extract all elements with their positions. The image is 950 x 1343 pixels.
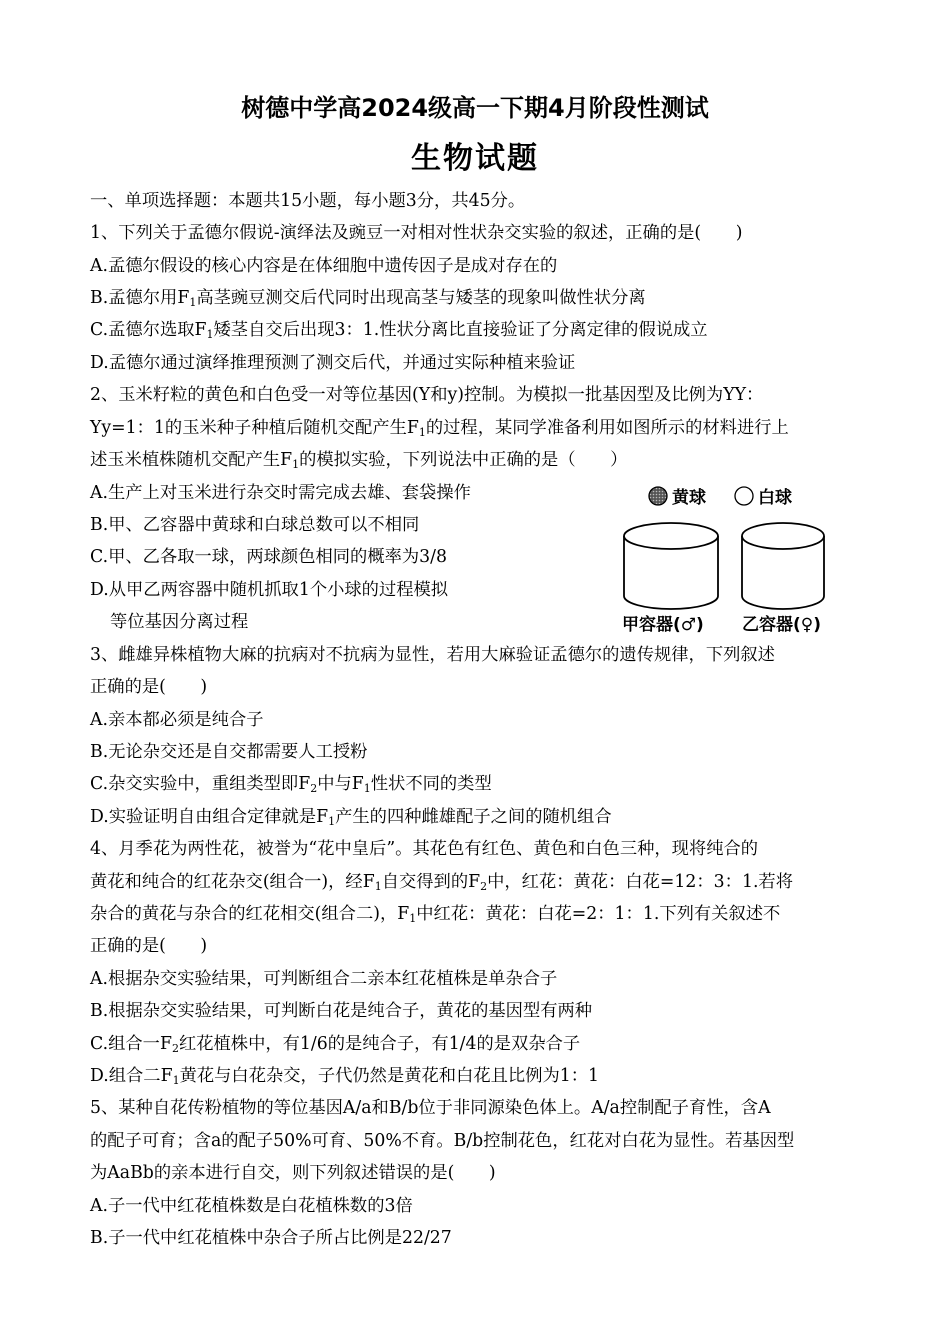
legend-white-label: 白球 xyxy=(758,488,792,508)
q4-option-c: C.组合一$F_2$红花植株中，有1/6的是纯合子，有1/4的是双杂合子 xyxy=(90,1034,581,1055)
q2-option-d-continued: 等位基因分离过程 xyxy=(110,612,249,632)
q1-option-b: B.孟德尔用$F_1$高茎豌豆测交后代同时出现高茎与矮茎的现象叫做性状分离 xyxy=(90,288,646,309)
q2-stem-line1: 2、玉米籽粒的黄色和白色受一对等位基因(Y和y)控制。为模拟一批基因型及比例为YY： xyxy=(90,385,764,405)
container-yi-label: 乙容器(♀) xyxy=(742,615,821,635)
container-yi-icon xyxy=(742,523,824,609)
q1-option-d: D.孟德尔通过演绎推理预测了测交后代，并通过实际种植来验证 xyxy=(90,353,576,373)
q5-stem-line1: 5、某种自花传粉植物的等位基因A/a和B/b位于非同源染色体上。A/a控制配子育性，含A xyxy=(90,1098,771,1118)
legend-yellow-label: 黄球 xyxy=(672,488,706,508)
q3-stem-line2: 正确的是( ) xyxy=(90,677,208,697)
q1-option-a: A.孟德尔假设的核心内容是在体细胞中遗传因子是成对存在的 xyxy=(90,256,558,276)
q4-stem-line3: 杂合的黄花与杂合的红花相交(组合二)，$F_1$中红花：黄花：白花=2：1：1.下列有关叙述不 xyxy=(90,904,781,925)
q4-option-d: D.组合二$F_1$黄花与白花杂交，子代仍然是黄花和白花且比例为1：1 xyxy=(90,1066,600,1087)
q2-stem-line3: 述玉米植株随机交配产生$F_1$的模拟实验，下列说法中正确的是（ ） xyxy=(90,450,628,471)
q2-stem-line2: Yy=1：1的玉米种子种植后随机交配产生$F_1$的过程，某同学准备利用如图所示的材料进行上 xyxy=(90,418,789,439)
q3-option-d: D.实验证明自由组合定律就是$F_1$产生的四种雌雄配子之间的随机组合 xyxy=(90,807,612,828)
q5-stem-line3: 为AaBb的亲本进行自交，则下列叙述错误的是( ) xyxy=(90,1163,496,1183)
q4-stem-line4: 正确的是( ) xyxy=(90,936,208,956)
q3-option-a: A.亲本都必须是纯合子 xyxy=(90,710,264,730)
q2-option-d: D.从甲乙两容器中随机抓取1个小球的过程模拟 xyxy=(90,580,449,600)
section-heading: 一、单项选择题：本题共15小题，每小题3分，共45分。 xyxy=(90,191,526,211)
q3-option-b: B.无论杂交还是自交都需要人工授粉 xyxy=(90,742,368,762)
white-ball-icon xyxy=(735,487,753,505)
q5-option-a: A.子一代中红花植株数是白花植株数的3倍 xyxy=(90,1196,413,1216)
q5-option-b: B.子一代中红花植株中杂合子所占比例是22/27 xyxy=(90,1228,452,1248)
q2-option-b: B.甲、乙容器中黄球和白球总数可以不相同 xyxy=(90,515,420,535)
q4-stem-line1: 4、月季花为两性花，被誉为“花中皇后”。其花色有红色、黄色和白色三种，现将纯合的 xyxy=(90,839,759,859)
ball-container-figure xyxy=(616,478,826,638)
q1-stem: 1、下列关于孟德尔假说-演绎法及豌豆一对相对性状杂交实验的叙述，正确的是( ) xyxy=(90,223,743,243)
yellow-ball-icon xyxy=(649,487,667,505)
container-jia-icon xyxy=(624,523,718,609)
subject-title: 生物试题 xyxy=(411,141,539,176)
q4-option-b: B.根据杂交实验结果，可判断白花是纯合子，黄花的基因型有两种 xyxy=(90,1001,593,1021)
q2-option-a: A.生产上对玉米进行杂交时需完成去雄、套袋操作 xyxy=(90,483,471,503)
q4-stem-line2: 黄花和纯合的红花杂交(组合一)，经$F_1$自交得到的$F_2$中，红花：黄花：白花=12：3：1.若将 xyxy=(90,872,793,893)
school-title: 树德中学高2024级高一下期4月阶段性测试 xyxy=(241,94,709,122)
q3-option-c: C.杂交实验中，重组类型即$F_2$中与$F_1$性状不同的类型 xyxy=(90,774,492,795)
q5-stem-line2: 的配子可育；含a的配子50%可育、50%不育。B/b控制花色，红花对白花为显性。若基因型 xyxy=(90,1131,795,1151)
container-jia-label: 甲容器(♂) xyxy=(622,615,704,635)
q3-stem-line1: 3、雌雄异株植物大麻的抗病对不抗病为显性，若用大麻验证孟德尔的遗传规律，下列叙述 xyxy=(90,645,775,665)
q2-option-c: C.甲、乙各取一球，两球颜色相同的概率为3/8 xyxy=(90,547,447,567)
q1-option-c: C.孟德尔选取$F_1$矮茎自交后出现3：1.性状分离比直接验证了分离定律的假说成立 xyxy=(90,320,708,341)
q4-option-a: A.根据杂交实验结果，可判断组合二亲本红花植株是单杂合子 xyxy=(90,969,558,989)
